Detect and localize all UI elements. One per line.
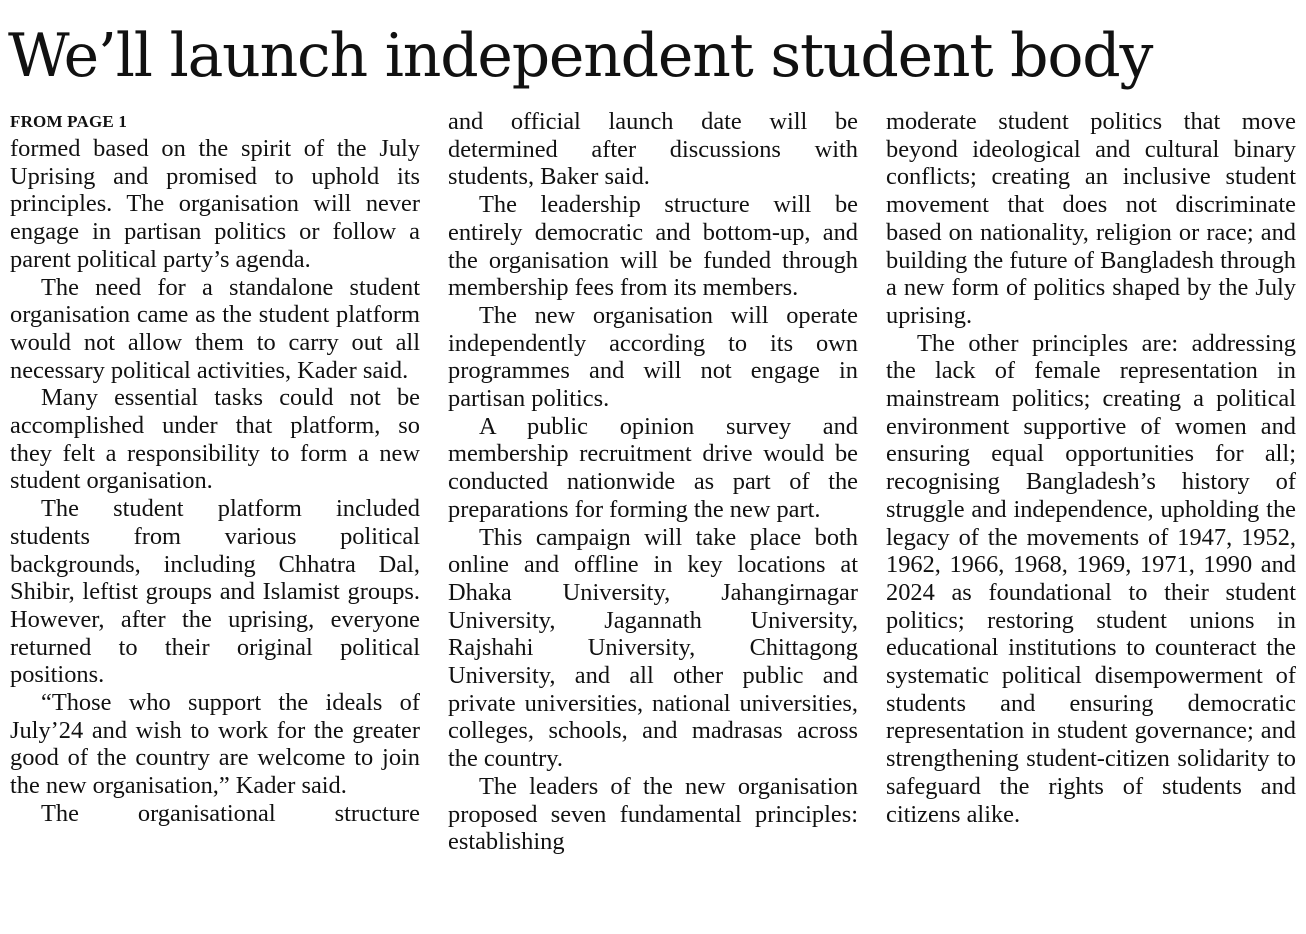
article-paragraph: The leadership structure will be entirely democratic and bottom-up, and the organisation will be funded through membership fees from its members. bbox=[448, 191, 858, 302]
article-paragraph: The new organisation will operate independently according to its own programmes and will not engage in partisan politics. bbox=[448, 301, 858, 413]
article-paragraph: and official launch date will be determined after discussions with students, Baker said. bbox=[448, 108, 858, 191]
article-paragraph: A public opinion survey and membership recruitment drive would be conducted nationwide as part of the preparations for forming the new part. bbox=[448, 412, 858, 523]
article-paragraph: Many essential tasks could not be accomplished under that platform, so they felt a responsibility to form a new student organisation. bbox=[10, 384, 420, 495]
article-paragraph: The other principles are: addressing the lack of female representation in mainstream politics; creating a political environment supportive of women and ensuring equal opportunities for all; recognising Bangladesh’s history of struggle and independence, upholding the legacy of the movements of 1947, 1952, 1962, 1966, 1968, 1969, 1971, 1990 and 2024 as foundational to their student politics; restoring student unions in educational institutions to counteract the systematic political disempowerment of students and ensuring democratic representation in student governance; and strengthening student-citizen solidarity to safeguard the rights of students and citizens alike. bbox=[886, 329, 1296, 828]
article-paragraph: The need for a standalone student organisation came as the student platform would not allow them to carry out all necessary political activities, Kader said. bbox=[10, 273, 420, 384]
article-paragraph: The organisational structure bbox=[41, 799, 420, 827]
from-page-kicker: FROM PAGE 1 bbox=[10, 112, 128, 131]
article-paragraph: The leaders of the new organisation proposed seven fundamental principles: establishing bbox=[448, 772, 858, 856]
article-paragraph: “Those who support the ideals of July’24 and wish to work for the greater good of the country are welcome to join the new organisation,” Kader said. bbox=[10, 689, 420, 800]
article-paragraph: This campaign will take place both online and offline in key locations at Dhaka University, Jahangirnagar University, Jagannath University, Rajshahi University, Chittagong University, and all other public and private universities, national universities, colleges, schools, and madrasas across the country. bbox=[448, 523, 858, 773]
article-column-1 bbox=[10, 108, 420, 828]
article-paragraph: formed based on the spirit of the July Uprising and promised to uphold its principles. The organisation will never engage in partisan politics or follow a parent political party’s agenda. bbox=[10, 135, 420, 273]
article-headline: We’ll launch independent student body bbox=[8, 21, 1153, 91]
article-paragraph: The student platform included students from various political backgrounds, including Chhatra Dal, Shibir, leftist groups and Islamist groups. However, after the uprising, everyone returned to their original political positions. bbox=[10, 495, 420, 689]
article-column-3 bbox=[886, 108, 1296, 828]
article-column-2 bbox=[448, 108, 858, 856]
article-paragraph: moderate student politics that move beyond ideological and cultural binary conflicts; creating an inclusive student movement that does not discriminate based on nationality, religion or race; and building the future of Bangladesh through a new form of politics shaped by the July uprising. bbox=[886, 108, 1296, 329]
